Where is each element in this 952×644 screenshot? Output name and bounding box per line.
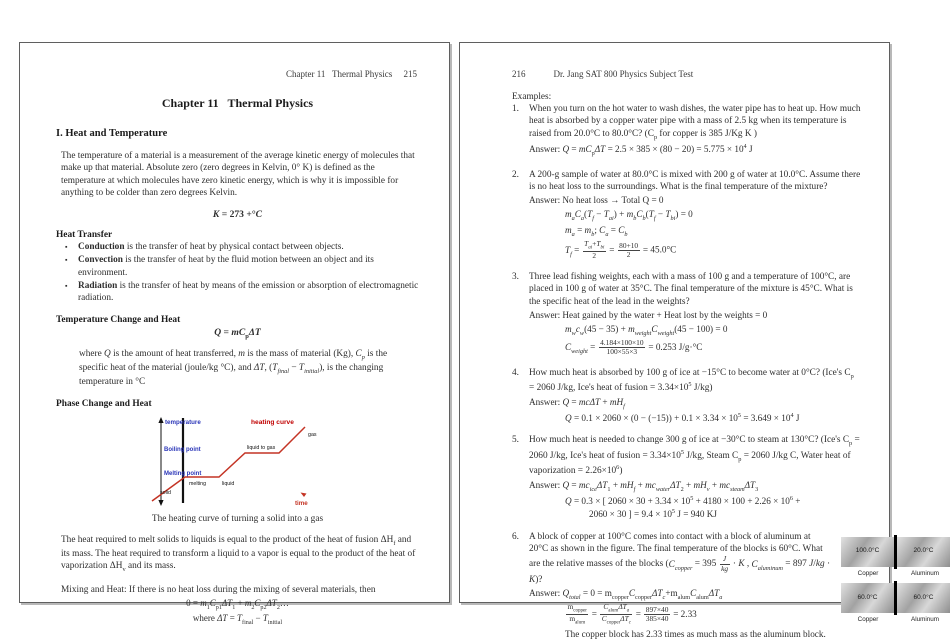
where-paragraph: where Q is the amount of heat transferred, m is the mass of material (Kg), $C_p$ is the specific heat of the material (joule/kg °C), and ΔT, $(T_{final} - T_{initial})$, is the changing temperature in °C [79,348,388,388]
block-labels-top [841,570,952,578]
example-problem-1 [512,103,861,159]
bullet-convection: ▪ Convection is the transfer of heat by the fluid motion between an object and its environment. [65,255,374,278]
problem-question: How much heat is needed to change 300 g of ice at −30°C to steam at 130°C? (Ice's $C_p = 2060$ J/kg, Ice's heat of fusion = $3.34\times 10^5$ J/kg, Steam $C_p = 2060$ J/kg C, Water heat of vaporization = $2.26\times 10^6$) [529,435,860,477]
problem-question: How much heat is absorbed by 100 g of ice at −15°C to become water at 0°C? (Ice's $C_p = 2060$ J/kg, Ice's heat of fusion = $3.34\times 10^5$ J/kg) [529,367,854,394]
axis-arrow-up-icon [158,417,163,423]
problem-number: 5. [512,435,519,446]
melting-segment-label: melting [188,480,206,487]
mixing-formula-2: where $\Delta T = T_{final} - T_{initial}$ [192,612,283,626]
heating-curve-figure [56,415,419,512]
phase-change-heading: Phase Change and Heat [56,398,152,409]
figure-title: heating curve [250,418,294,426]
bullet-square-icon: ▪ [65,256,68,265]
y-axis-label: temperature [164,418,201,426]
block-temperature: 60.0°C [913,593,934,601]
intro-paragraph: The temperature of a material is a measurement of the average kinetic energy of molecules that make up that material. Absolute zero (zero degrees in Kelvin, 0° K) is defined as the temperature at which molecules have zero kinetic energy, which is why it is impossible for anything to be colder than zero degrees Kelvin. [61,151,415,199]
figure-caption: The heating curve of turning a solid into a gas [151,513,324,524]
bullet-conduction: ▪ Conduction is the transfer of heat by physical contact between objects. [65,241,344,252]
aluminum-label: Aluminum [911,616,939,624]
solid-segment-label: solid [159,489,171,496]
aluminum-block-final [897,583,950,613]
running-head: Dr. Jang SAT 800 Physics Subject Test [553,69,694,79]
example-problem-4 [512,367,861,424]
page-number: 216 [512,69,526,79]
answer-line: Q = 0.3 × [ $2060 \times 30 + 3.34 \times 10^5 + 4180 \times 100 + 2.26 \times 10^6$ + [565,494,801,506]
mixing-paragraph: Mixing and Heat: If there is no heat loss during the mixing of several materials, then [61,584,376,595]
answer-line: $m_wc_w(45 - 35) + m_{weight}C_{weight}(45 - 100) = 0$ [565,323,728,337]
bullet-radiation: ▪ Radiation is the transfer of heat by means of the emission or absorption of electromagnetic radiation. [65,280,419,304]
example-problem-6 [512,531,939,640]
example-problem-2 [512,169,861,261]
aluminum-block-cold [897,537,950,567]
examples-label: Examples: [512,92,552,102]
problem-question: A block of copper at 100°C comes into contact with a block of aluminum at 20°C as shown in the figure. The final temperature of the blocks is 60°C. What are the relative masses of the blocks ($C_{copper} = 395$ $\frac{J}{kg}$ · K , $C_{aluminum} = 897$ J/kg · K)? [529,531,831,585]
copper-label: Copper [857,616,879,624]
gas-segment-label: gas [307,431,317,438]
running-head: Chapter 11 Thermal Physics [286,69,393,79]
answer-line: Answer: $Q_{total} = 0 = m_{copper}C_{copper}\Delta T_c+m_{alum}C_{alum}\Delta T_a$ [529,587,723,601]
example-problem-3 [512,271,861,357]
problem-question: When you turn on the hot water to wash dishes, the water pipe has to heat up. How much heat is absorbed by a copper water pipe with a mass of 2.5 kg when its temperature is raised from 20.0°C to 80.0°C? ($C_p$ for copper is 385 J/Kg K ) [529,104,861,141]
x-axis-label: time [294,499,308,507]
answer-line: $T_f$ = $\frac{T_{ai}+T_{bi}}{2}$ = $\frac{80+10}{2}$ = 45.0°C [565,239,677,261]
answer-line: Answer: $Q = mc_{ice}\Delta T_1 + mH_f + mc_{water}\Delta T_2 + mH_v + mc_{steam}\Delta T_3$ [529,479,759,493]
melting-point-label: Melting point [163,470,201,477]
block-temperature: 100.0°C [855,547,880,555]
answer-line: $m_aC_a(T_f - T_{ai}) + m_bC_b(T_f - T_{bi}) = 0$ [565,208,693,222]
problem-question: A 200-g sample of water at 80.0°C is mixed with 200 g of water at 10.0°C. Assume there is no heat loss to the surroundings. What is the final temperature of the mixture? [529,169,861,192]
left-page [19,42,450,626]
heat-transfer-heading: Heat Transfer [56,229,113,240]
chapter-title: Chapter 11 Thermal Physics [161,96,314,110]
example-problem-5 [512,434,861,520]
copper-block-hot [841,537,894,567]
answer-line: The copper block has 2.33 times as much mass as the aluminum block. [565,628,826,639]
answer-line: $C_{weight}$ = $\frac{4.184\times 100\times 10}{100\times 55\times 3}$ = 0.253 J/g·°C [565,337,703,357]
mixing-formula-1: $0 = m_1C_{p1}\Delta T_1$ + $m_2C_{p2}\Delta T_2\dots$ [186,598,289,611]
temp-change-heading: Temperature Change and Heat [56,314,181,325]
right-page [459,42,939,639]
answer-line: $m_a = m_b$; $C_a = C_b$ [565,224,628,238]
kelvin-formula: K = 273 +°C [212,208,263,220]
block-temperature: 60.0°C [857,593,878,601]
right-page-header [512,69,861,79]
answer-line: $Q = 0.1 \times 2060 \times (0 - (-15)) + 0.1 \times 3.34 \times 10^5 = 3.649 \times 10^4$ J [565,411,800,423]
blocks-figure [841,535,952,640]
time-arrow-icon [300,492,306,497]
left-page-header [56,69,419,79]
bullet-square-icon: ▪ [65,281,68,290]
copper-label: Copper [857,569,879,577]
aluminum-label: Aluminum [911,569,939,577]
answer-line: Answer: No heat loss → Total Q = 0 [529,195,664,206]
fusion-paragraph: The heat required to melt solids to liquids is equal to the product of the heat of fusion $\Delta H_f$ and its mass. The heat required to transform a liquid to a vapor is equal to the product of the heat of vaporization $\Delta H_v$ and its mass. [61,534,416,574]
heating-curve-plot [143,415,333,507]
section-heading: I. Heat and Temperature [56,128,168,139]
liquid-to-gas-segment-label: liquid to gas [246,444,275,451]
problem-number: 2. [512,169,519,180]
page-number: 215 [403,69,417,79]
boiling-point-label: Boiling point [163,446,201,453]
answer-line: Answer: $Q = mc\Delta T + mH_f$ [529,396,625,410]
bullet-square-icon: ▪ [65,242,68,251]
heat-formula: $Q = mC_p\Delta T$ [214,326,261,340]
answer-line: Answer: $Q = mC_p\Delta T = 2.5 \times 385 \times (80 - 20) = 5.775 \times 10^4$ J [529,143,753,158]
axis-arrow-down-icon [158,500,163,506]
problem-number: 1. [512,104,519,114]
problem-number: 3. [512,271,519,282]
problem-question: Three lead fishing weights, each with a mass of 100 g and a temperature of 100°C, are placed in 100 g of water at 35°C. The final temperature of the mixture is 45°C. What is the specific heat of the lead in the weights? [529,271,853,307]
answer-line: Answer: Heat gained by the water + Heat lost by the weights = 0 [529,310,768,321]
heating-curve-line [152,427,305,501]
liquid-segment-label: liquid [221,480,234,487]
block-temperature: 20.0°C [913,547,934,555]
problem-number: 4. [512,367,519,378]
problem-number: 6. [512,531,519,542]
block-labels-bottom [841,616,952,624]
answer-line: $\frac{m_{copper}}{m_{alum}}$ = $\frac{C_{alum}\Delta T_a}{C_{copper}\Delta T_c}$ = $\frac{897\times 40}{385\times 40}$ = 2.33 [567,602,697,626]
copper-block-final [841,583,894,613]
answer-line: 2060 × 30 ] = $9.4 \times 10^5$ J = 940 KJ [589,508,717,520]
